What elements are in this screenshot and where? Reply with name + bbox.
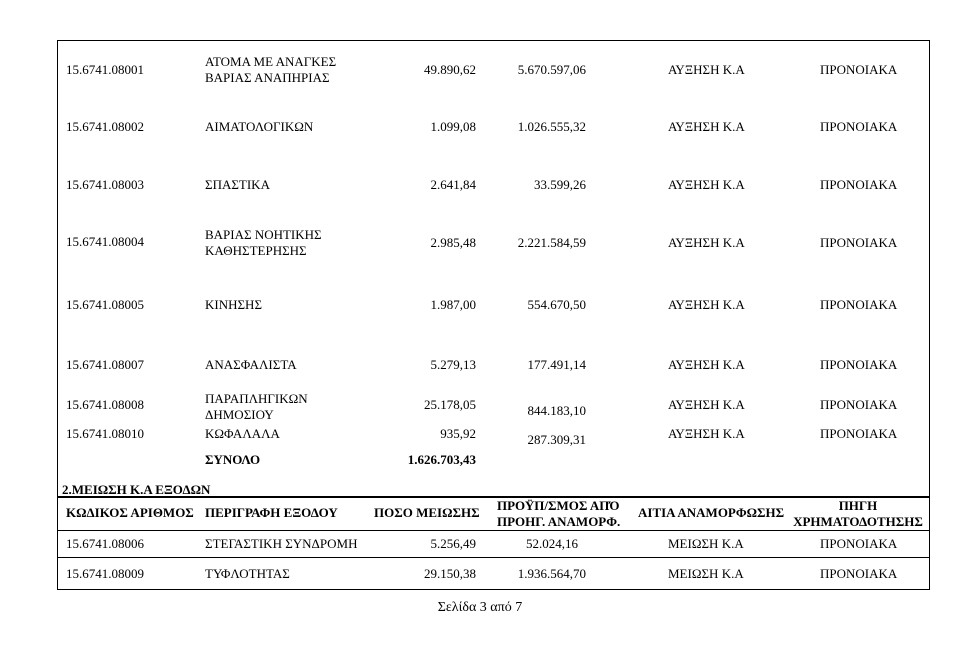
row-desc-line1: ΚΙΝΗΣΗΣ [205, 297, 263, 312]
table-row-amount: 5.256,49 [430, 536, 476, 551]
row-code: 15.6741.08010 [66, 426, 144, 441]
table-row-budget: 1.936.564,70 [517, 566, 586, 581]
table-row-amount: 29.150,38 [424, 566, 476, 581]
row-reason: ΑΥΞΗΣΗ Κ.Α [668, 397, 745, 412]
header-source-line1: ΠΗΓΗ [838, 498, 878, 513]
table-rule-bottom [57, 589, 930, 590]
table-row-source: ΠΡΟΝΟΙΑΚΑ [820, 566, 898, 581]
row-budget: 177.491,14 [527, 357, 586, 372]
row-source: ΠΡΟΝΟΙΑΚΑ [820, 177, 898, 192]
row-reason: ΑΥΞΗΣΗ Κ.Α [668, 119, 745, 134]
total-label: ΣΥΝΟΛΟ [205, 452, 261, 467]
table-row-code: 15.6741.08009 [66, 566, 144, 581]
row-source: ΠΡΟΝΟΙΑΚΑ [820, 426, 898, 441]
row-code: 15.6741.08008 [66, 397, 144, 412]
table-rule-right [929, 496, 930, 589]
row-reason: ΑΥΞΗΣΗ Κ.Α [668, 62, 745, 77]
row-reason: ΑΥΞΗΣΗ Κ.Α [668, 426, 745, 441]
header-source-line2: ΧΡΗΜΑΤΟΔΟΤΗΣΗΣ [793, 514, 923, 529]
row-amount: 1.987,00 [430, 297, 476, 312]
row-amount: 49.890,62 [424, 62, 476, 77]
row-desc-line2: ΚΑΘΗΣΤΕΡΗΣΗΣ [205, 243, 307, 258]
table-rule-top [57, 496, 930, 497]
row-desc-line1: ΒΑΡΙΑΣ ΝΟΗΤΙΚΗΣ [205, 227, 322, 242]
row-amount: 25.178,05 [424, 397, 476, 412]
row-amount: 1.099,08 [430, 119, 476, 134]
row-desc-line1: ΣΠΑΣΤΙΚΑ [205, 177, 270, 192]
header-reason: ΑΙΤΙΑ ΑΝΑΜΟΡΦΩΣΗΣ [638, 505, 785, 520]
row-source: ΠΡΟΝΟΙΑΚΑ [820, 119, 898, 134]
row-reason: ΑΥΞΗΣΗ Κ.Α [668, 297, 745, 312]
row-budget: 5.670.597,06 [517, 62, 586, 77]
table-row-code: 15.6741.08006 [66, 536, 144, 551]
total-value: 1.626.703,43 [407, 452, 476, 467]
row-budget: 844.183,10 [527, 403, 586, 418]
row-desc-line1: ΑΙΜΑΤΟΛΟΓΙΚΩΝ [205, 119, 314, 134]
row-source: ΠΡΟΝΟΙΑΚΑ [820, 297, 898, 312]
header-desc: ΠΕΡΙΓΡΑΦΗ ΕΞΟΔΟΥ [205, 505, 338, 520]
header-amount: ΠΟΣΟ ΜΕΙΩΣΗΣ [374, 505, 480, 520]
row-code: 15.6741.08007 [66, 357, 144, 372]
row-reason: ΑΥΞΗΣΗ Κ.Α [668, 357, 745, 372]
row-budget: 33.599,26 [534, 177, 586, 192]
row-source: ΠΡΟΝΟΙΑΚΑ [820, 357, 898, 372]
row-budget: 1.026.555,32 [517, 119, 586, 134]
table-rule-header [57, 530, 930, 531]
row-desc-line1: ΑΝΑΣΦΑΛΙΣΤΑ [205, 357, 297, 372]
table-row-desc: ΤΥΦΛΟΤΗΤΑΣ [205, 566, 290, 581]
row-code: 15.6741.08002 [66, 119, 144, 134]
table-rule-row [57, 557, 930, 558]
row-budget: 287.309,31 [527, 432, 586, 447]
row-desc-line2: ΔΗΜΟΣΙΟΥ [205, 407, 274, 422]
row-source: ΠΡΟΝΟΙΑΚΑ [820, 397, 898, 412]
row-budget: 2.221.584,59 [517, 235, 586, 250]
row-desc-line1: ΑΤΟΜΑ ΜΕ ΑΝΑΓΚΕΣ [205, 54, 337, 69]
row-reason: ΑΥΞΗΣΗ Κ.Α [668, 235, 745, 250]
row-code: 15.6741.08001 [66, 62, 144, 77]
section-title: 2.ΜΕΙΩΣΗ Κ.Α ΕΞΟΔΩΝ [62, 482, 211, 497]
header-budget-line2: ΠΡΟΗΓ. ΑΝΑΜΟΡΦ. [497, 514, 621, 529]
row-amount: 5.279,13 [430, 357, 476, 372]
row-amount: 2.641,84 [430, 177, 476, 192]
table-row-budget: 52.024,16 [526, 536, 578, 551]
header-code: ΚΩΔΙΚΟΣ ΑΡΙΘΜΟΣ [66, 505, 194, 520]
table-row-source: ΠΡΟΝΟΙΑΚΑ [820, 536, 898, 551]
row-code: 15.6741.08005 [66, 297, 144, 312]
table-row-desc: ΣΤΕΓΑΣΤΙΚΗ ΣΥΝΔΡΟΜΗ [205, 536, 358, 551]
row-code: 15.6741.08004 [66, 234, 144, 249]
row-reason: ΑΥΞΗΣΗ Κ.Α [668, 177, 745, 192]
table-row-reason: ΜΕΙΩΣΗ Κ.Α [668, 536, 744, 551]
row-desc-line1: ΚΩΦΑΛΑΛΑ [205, 426, 280, 441]
row-amount: 2.985,48 [430, 235, 476, 250]
row-desc-line1: ΠΑΡΑΠΛΗΓΙΚΩΝ [205, 391, 308, 406]
row-source: ΠΡΟΝΟΙΑΚΑ [820, 235, 898, 250]
row-desc-line2: ΒΑΡΙΑΣ ΑΝΑΠΗΡΙΑΣ [205, 70, 330, 85]
increase-table-frame [57, 40, 930, 498]
row-amount: 935,92 [440, 426, 476, 441]
table-row-reason: ΜΕΙΩΣΗ Κ.Α [668, 566, 744, 581]
row-budget: 554.670,50 [527, 297, 586, 312]
table-rule-left [57, 496, 58, 589]
row-code: 15.6741.08003 [66, 177, 144, 192]
header-budget-line1: ΠΡΟΫΠ/ΣΜΟΣ ΑΠΌ [497, 498, 620, 513]
row-source: ΠΡΟΝΟΙΑΚΑ [820, 62, 898, 77]
page-number: Σελίδα 3 από 7 [437, 600, 523, 615]
